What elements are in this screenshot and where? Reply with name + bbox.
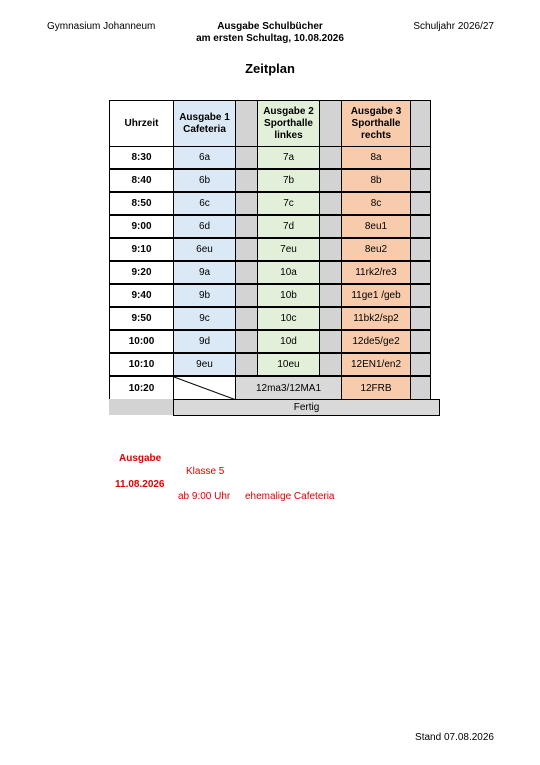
gap-column [236, 101, 258, 147]
cell-ausgabe-1: 9c [174, 307, 236, 330]
gap-column [411, 330, 431, 353]
header-label: Cafeteria [183, 123, 226, 135]
cell-ausgabe-1: 6b [174, 169, 236, 192]
gap-column [236, 330, 258, 353]
cell-ausgabe-3: 12de5/ge2 [342, 330, 411, 353]
gap-column [411, 169, 431, 192]
table-row [110, 353, 431, 376]
cell-ausgabe-2: 10eu [258, 353, 320, 376]
header-label: Ausgabe 3 [350, 105, 402, 117]
page-title: Zeitplan [245, 61, 295, 76]
schedule-rows [110, 147, 431, 377]
header-label: Sporthalle [351, 117, 401, 129]
header-label: Ausgabe 2 [263, 105, 314, 117]
gap-column [320, 284, 342, 307]
gap-column [320, 261, 342, 284]
header-ausgabe-2 [258, 101, 320, 147]
cell-ausgabe-1: 6a [174, 147, 236, 170]
document-header-title [180, 21, 360, 45]
table-row [110, 261, 431, 284]
cell-ausgabe-3: 11bk2/sp2 [342, 307, 411, 330]
gap-column [320, 169, 342, 192]
cell-ausgabe-2: 10a [258, 261, 320, 284]
time-cell: 9:50 [110, 307, 174, 330]
time-cell: 10:20 [110, 376, 174, 400]
table-row [110, 330, 431, 353]
cell-ausgabe-3: 11rk2/re3 [342, 261, 411, 284]
cell-ausgabe-1: 9eu [174, 353, 236, 376]
gap-column [320, 215, 342, 238]
cell-ausgabe-1: 9d [174, 330, 236, 353]
cell-ausgabe-2: 7d [258, 215, 320, 238]
empty-crossed-cell [174, 376, 236, 400]
header-label: rechts [360, 129, 391, 141]
table-row [110, 284, 431, 307]
note-time: ab 9:00 Uhr [178, 491, 231, 502]
time-cell: 9:10 [110, 238, 174, 261]
cell-ausgabe-1: 9a [174, 261, 236, 284]
footer-gray-block [109, 399, 173, 415]
gap-column [411, 192, 431, 215]
table-row [110, 147, 431, 170]
cell-ausgabe-3: 11ge1 /geb [342, 284, 411, 307]
table-row-last [110, 376, 431, 400]
cell-ausgabe-1: 9b [174, 284, 236, 307]
cell-ausgabe-2: 7eu [258, 238, 320, 261]
cell-ausgabe-3: 8eu2 [342, 238, 411, 261]
table-header-row [110, 101, 431, 147]
gap-column [320, 330, 342, 353]
time-cell: 9:00 [110, 215, 174, 238]
table-row [110, 169, 431, 192]
time-cell: 8:30 [110, 147, 174, 170]
time-cell: 10:00 [110, 330, 174, 353]
time-cell: 8:50 [110, 192, 174, 215]
cell-ausgabe-2: 7c [258, 192, 320, 215]
time-cell: 9:40 [110, 284, 174, 307]
header-title-line1: Ausgabe Schulbücher [217, 21, 323, 32]
header-ausgabe-3 [342, 101, 411, 147]
gap-column [236, 238, 258, 261]
cell-ausgabe-2: 12ma3/12MA1 [236, 376, 342, 400]
stand-date: Stand 07.08.2026 [415, 732, 494, 743]
time-cell: 8:40 [110, 169, 174, 192]
table-row [110, 238, 431, 261]
cell-ausgabe-1: 6eu [174, 238, 236, 261]
gap-column [320, 147, 342, 170]
gap-column [411, 284, 431, 307]
gap-column [411, 261, 431, 284]
gap-column [320, 192, 342, 215]
cell-ausgabe-2: 10b [258, 284, 320, 307]
cell-ausgabe-2: 7a [258, 147, 320, 170]
header-title-line2: am ersten Schultag, 10.08.2026 [196, 33, 344, 44]
gap-column [411, 353, 431, 376]
cell-ausgabe-1: 6d [174, 215, 236, 238]
cell-ausgabe-1: 6c [174, 192, 236, 215]
header-label: Sporthalle [264, 117, 313, 129]
cell-ausgabe-3: 12EN1/en2 [342, 353, 411, 376]
note-date: 11.08.2026 [115, 479, 165, 490]
cell-ausgabe-2: 10d [258, 330, 320, 353]
gap-column [411, 147, 431, 170]
school-name: Gymnasium Johanneum [47, 21, 156, 32]
note-ausgabe: Ausgabe [119, 453, 162, 464]
cell-ausgabe-2: 7b [258, 169, 320, 192]
time-cell: 9:20 [110, 261, 174, 284]
table-row [110, 192, 431, 215]
cell-ausgabe-3: 8a [342, 147, 411, 170]
gap-column [236, 307, 258, 330]
note-klasse: Klasse 5 [186, 466, 225, 477]
gap-column [320, 307, 342, 330]
header-label: Ausgabe 1 [179, 111, 230, 123]
gap-column [411, 215, 431, 238]
gap-column [320, 353, 342, 376]
table-row [110, 215, 431, 238]
gap-column [236, 284, 258, 307]
gap-column [236, 169, 258, 192]
header-ausgabe-1 [174, 101, 236, 147]
cell-ausgabe-3: 8c [342, 192, 411, 215]
cell-ausgabe-2: 10c [258, 307, 320, 330]
gap-column [411, 101, 431, 147]
gap-column [236, 192, 258, 215]
gap-column [236, 353, 258, 376]
gap-column [411, 238, 431, 261]
gap-column [320, 101, 342, 147]
cell-ausgabe-3: 12FRB [342, 376, 411, 400]
gap-column [411, 307, 431, 330]
cell-ausgabe-3: 8eu1 [342, 215, 411, 238]
gap-column [411, 376, 431, 400]
fertig-bar: Fertig [173, 399, 440, 416]
time-cell: 10:10 [110, 353, 174, 376]
gap-column [236, 215, 258, 238]
header-time: Uhrzeit [110, 101, 174, 147]
schedule-table [109, 100, 431, 401]
gap-column [236, 147, 258, 170]
table-row [110, 307, 431, 330]
note-place: ehemalige Cafeteria [245, 491, 335, 502]
header-label: linkes [274, 129, 303, 141]
school-year: Schuljahr 2026/27 [413, 21, 494, 32]
cell-ausgabe-3: 8b [342, 169, 411, 192]
gap-column [320, 238, 342, 261]
gap-column [236, 261, 258, 284]
